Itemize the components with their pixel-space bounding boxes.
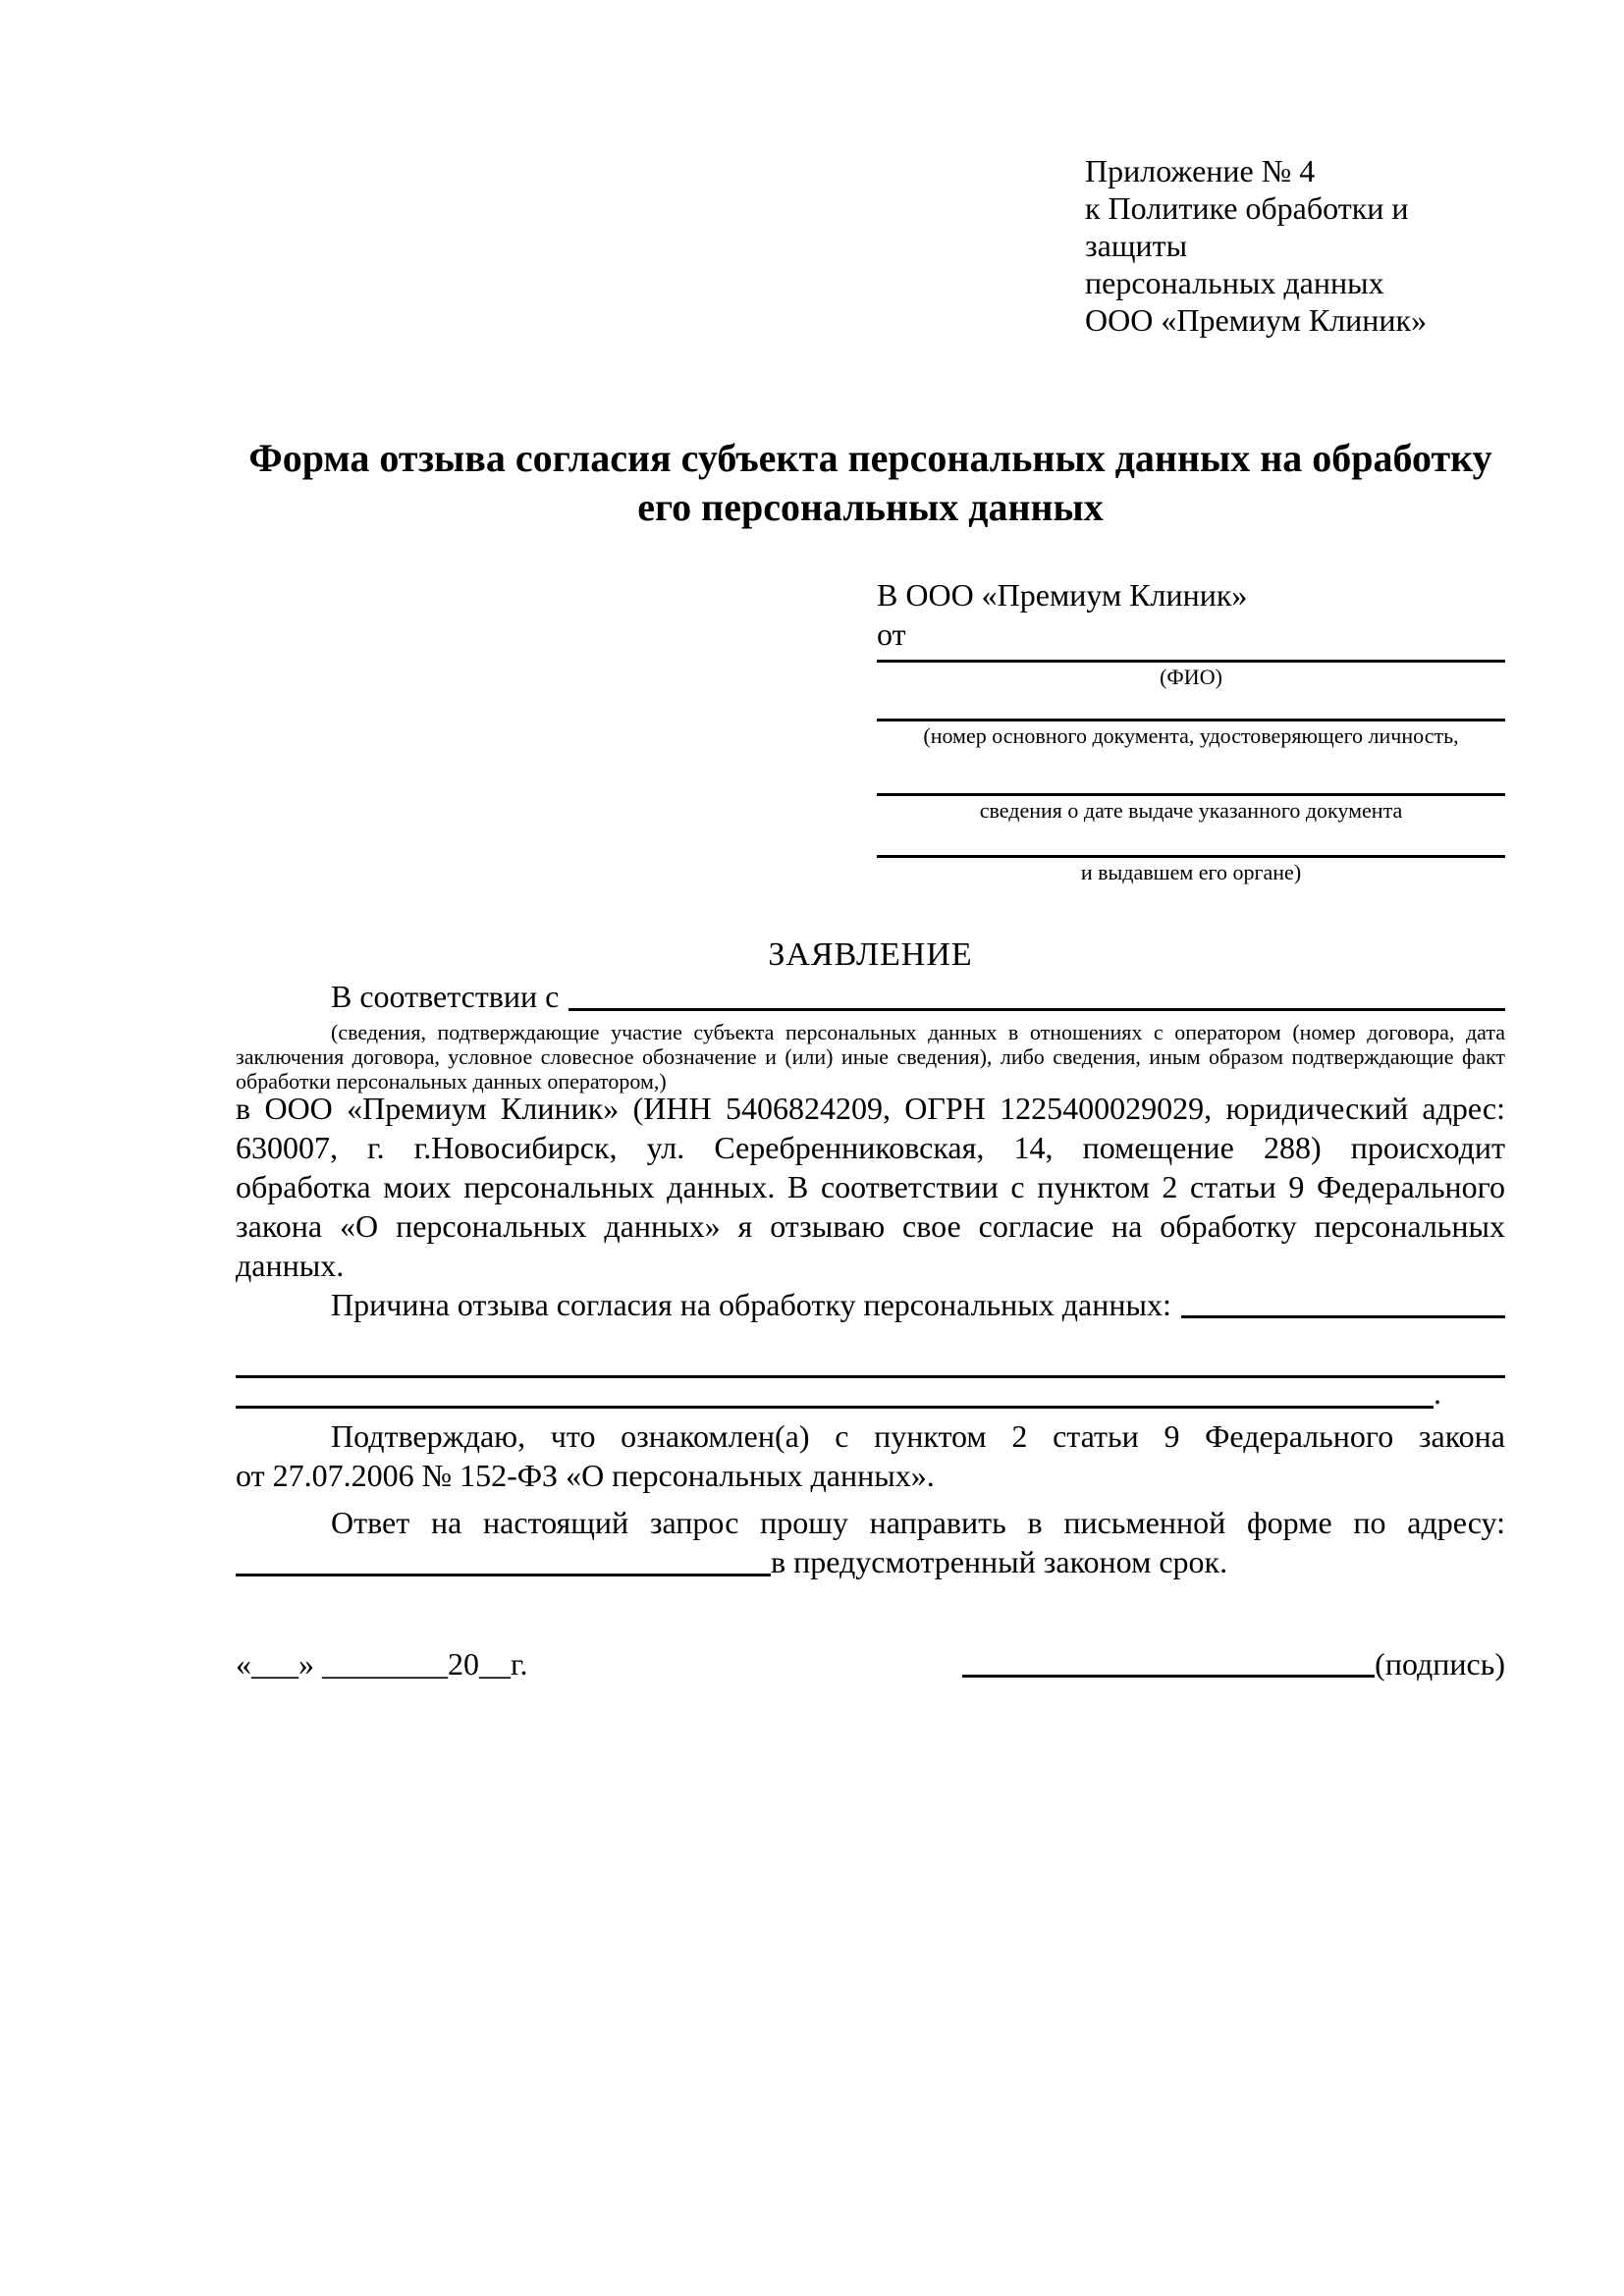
intro-prefix: В соответствии с	[331, 979, 560, 1014]
body-line: в ООО «Премиум Клиник» (ИНН 5406824209, ОГРН 1225400029029, юридический адрес:	[236, 1091, 1505, 1126]
signature-field	[962, 1644, 1505, 1683]
signature-row	[236, 1644, 1505, 1683]
document-title-line: его персональных данных	[637, 485, 1104, 529]
reason-blank-line	[1181, 1285, 1505, 1318]
recipient-to: В ООО «Премиум Клиник»	[877, 577, 1248, 613]
appendix-line: Приложение № 4	[1085, 153, 1316, 188]
address-blank-line	[236, 1542, 771, 1576]
period: .	[1434, 1375, 1441, 1411]
confirmation-line: от 27.07.2006 № 152-ФЗ «О персональных данных».	[236, 1458, 935, 1493]
footnote-line: обработки персональных данных оператором,)	[236, 1069, 667, 1094]
date-field: «___» ________20__г.	[236, 1646, 528, 1682]
doc-number-caption: (номер основного документа, удостоверяющего личность,	[923, 723, 1459, 748]
response-request-line: Ответ на настоящий запрос прошу направить в письменной форме по адресу:	[331, 1505, 1505, 1540]
issue-date-caption: сведения о дате выдаче указанного документа	[979, 798, 1403, 823]
confirmation-paragraph	[236, 1416, 1505, 1495]
reason-line	[236, 1285, 1505, 1324]
statement-heading: ЗАЯВЛЕНИЕ	[768, 936, 973, 973]
fio-blank-line	[877, 654, 1505, 663]
body-line: данных.	[236, 1248, 345, 1283]
body-line: обработка моих персональных данных. В соответствии с пунктом 2 статьи 9 Федерального	[236, 1169, 1505, 1204]
response-request	[236, 1503, 1505, 1542]
body-line: закона «О персональных данных» я отзываю свое согласие на обработку персональных	[236, 1208, 1505, 1244]
appendix-line: ООО «Премиум Клиник»	[1085, 302, 1428, 338]
fio-caption: (ФИО)	[1160, 665, 1222, 689]
issue-date-blank-line	[877, 751, 1505, 796]
intro-blank-line	[568, 976, 1505, 1011]
issue-org-caption: и выдавшем его органе)	[1080, 860, 1302, 884]
intro-line	[236, 976, 1505, 1017]
signature-caption: (подпись)	[1375, 1646, 1505, 1682]
response-tail: в предусмотренный законом срок.	[771, 1544, 1228, 1579]
reason-extra-blank-line-2	[236, 1375, 1505, 1411]
recipient-block	[877, 575, 1505, 887]
footnote-line: заключения договора, условное словесное обозначение и (или) иные сведения), либо сведения, иным образом подтверждающие факт	[236, 1044, 1505, 1069]
signature-blank-line	[962, 1675, 1375, 1678]
confirmation-line: Подтверждаю, что ознакомлен(а) с пунктом 2 статьи 9 Федерального закона	[331, 1418, 1505, 1454]
appendix-note	[1085, 152, 1505, 339]
recipient-from-label: от	[877, 616, 906, 652]
doc-number-blank-line	[877, 692, 1505, 721]
document-title-line: Форма отзыва согласия субъекта персональных данных на обработку	[248, 436, 1492, 480]
body-line: 630007, г. г.Новосибирск, ул. Серебренниковская, 14, помещение 288) происходит	[236, 1130, 1505, 1165]
document-title	[236, 434, 1505, 532]
body-paragraph	[236, 1089, 1505, 1285]
reason-extra-blank-line-1	[236, 1324, 1505, 1378]
reason-label: Причина отзыва согласия на обработку персональных данных:	[331, 1287, 1171, 1322]
footnote-line: (сведения, подтверждающие участие субъекта персональных данных в отношениях с оператором (номер договора, дата	[331, 1020, 1505, 1044]
appendix-line: персональных данных	[1085, 265, 1384, 300]
appendix-line: к Политике обработки и защиты	[1085, 190, 1409, 263]
reason-extra-blank-line-2-rule	[236, 1378, 1434, 1409]
issue-org-blank-line	[877, 826, 1505, 858]
response-address-row	[236, 1542, 1505, 1581]
footnote	[236, 1020, 1505, 1094]
document-content	[236, 152, 1505, 1683]
